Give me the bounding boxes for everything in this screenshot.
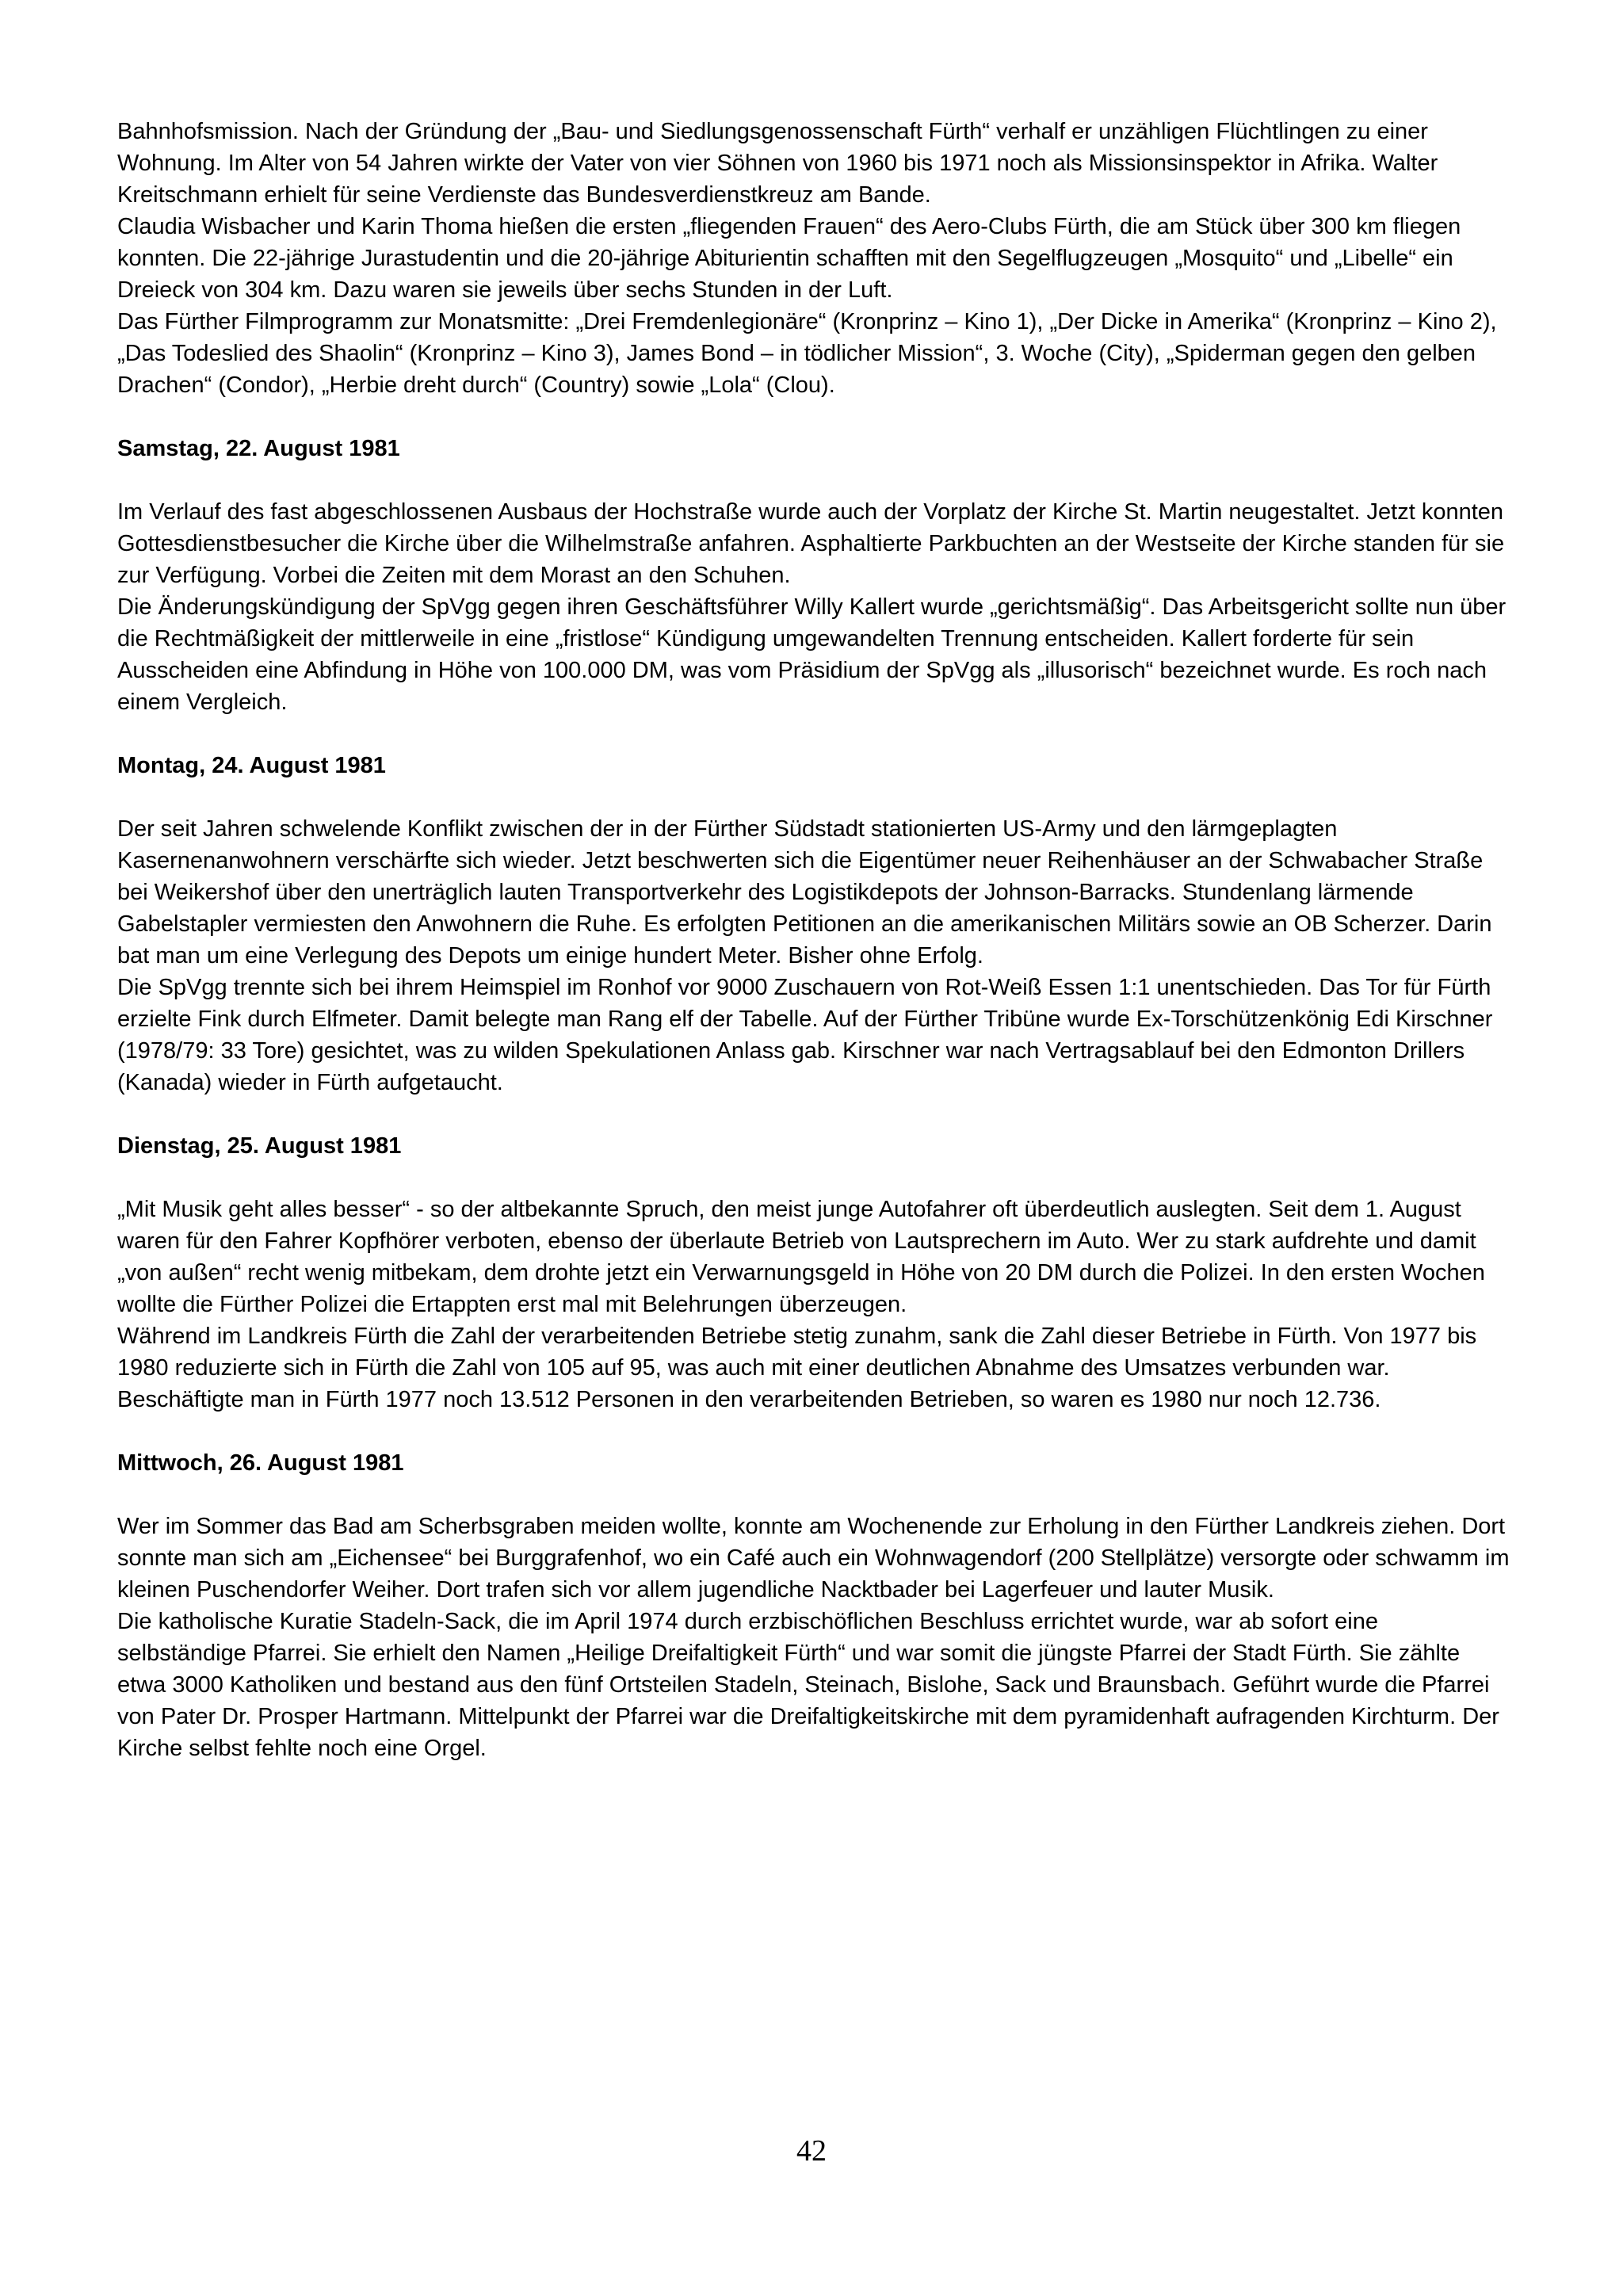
- spacer: [117, 1479, 1512, 1511]
- intro-paragraph: Das Fürther Filmprogramm zur Monatsmitte: „Drei Fremdenlegionäre“ (Kronprinz – Kino 1), „Der Dicke in Amerika“ (Kronprinz – Kino 2), „Das Todeslied des Shaolin“ (Kronprinz – Kino 3), James Bond – in tödlicher Mission“, 3. Woche (City), „Spiderman gegen den gelben Drachen“ (Condor), „Herbie dreht durch“ (Country) sowie „Lola“ (Clou).: [117, 309, 1497, 398]
- page-number: 42: [796, 2134, 827, 2168]
- section-paragraph: Wer im Sommer das Bad am Scherbsgraben meiden wollte, konnte am Wochenende zur Erholung in den Fürther Landkreis ziehen. Dort sonnte man sich am „Eichensee“ bei Burggrafenhof, wo ein Café auch ein Wohnwagendorf (200 Stellplätze) versorgte oder schwamm im kleinen Puschendorfer Weiher. Dort trafen sich vor allem jugendliche Nacktbader bei Lagerfeuer und lauter Musik.: [117, 1514, 1510, 1603]
- spacer: [117, 781, 1512, 813]
- section-heading: Samstag, 22. August 1981: [117, 436, 400, 461]
- intro-paragraph: Bahnhofsmission. Nach der Gründung der „Bau- und Siedlungsgenossenschaft Fürth“ verhalf er unzähligen Flüchtlingen zu einer Wohnung. Im Alter von 54 Jahren wirkte der Vater von vier Söhnen von 1960 bis 1971 noch als Missionsinspektor in Afrika. Walter Kreitschmann erhielt für seine Verdienste das Bundesverdienstkreuz am Bande.: [117, 119, 1438, 208]
- page-body: [117, 116, 1512, 1764]
- section-heading: Dienstag, 25. August 1981: [117, 1133, 402, 1159]
- spacer: [117, 1098, 1512, 1130]
- spacer: [117, 464, 1512, 496]
- intro-paragraph: Claudia Wisbacher und Karin Thoma hießen die ersten „fliegenden Frauen“ des Aero-Clubs Fürth, die am Stück über 300 km fliegen konnten. Die 22-jährige Jurastudentin und die 20-jährige Abiturientin schafften mit den Segelflugzeugen „Mosquito“ und „Libelle“ ein Dreieck von 304 km. Dazu waren sie jeweils über sechs Stunden in der Luft.: [117, 214, 1461, 303]
- spacer: [117, 401, 1512, 433]
- section-paragraph: Die Änderungskündigung der SpVgg gegen ihren Geschäftsführer Willy Kallert wurde „gerichtsmäßig“. Das Arbeitsgericht sollte nun über die Rechtmäßigkeit der mittlerweile in eine „fristlose“ Kündigung umgewandelten Trennung entscheiden. Kallert forderte für sein Ausscheiden eine Abfindung in Höhe von 100.000 DM, was vom Präsidium der SpVgg als „illusorisch“ bezeichnet wurde. Es roch nach einem Vergleich.: [117, 594, 1507, 715]
- section-heading: Montag, 24. August 1981: [117, 753, 386, 778]
- section-heading: Mittwoch, 26. August 1981: [117, 1450, 404, 1476]
- section-paragraph: „Mit Musik geht alles besser“ - so der altbekannte Spruch, den meist junge Autofahrer oft überdeutlich auslegten. Seit dem 1. August waren für den Fahrer Kopfhörer verboten, ebenso der überlaute Betrieb von Lautsprechern im Auto. Wer zu stark aufdrehte und damit „von außen“ recht wenig mitbekam, dem drohte jetzt ein Verwarnungsgeld in Höhe von 20 DM durch die Polizei. In den ersten Wochen wollte die Fürther Polizei die Ertappten erst mal mit Belehrungen überzeugen.: [117, 1197, 1485, 1317]
- section-paragraph: Die SpVgg trennte sich bei ihrem Heimspiel im Ronhof vor 9000 Zuschauern von Rot-Weiß Essen 1:1 unentschieden. Das Tor für Fürth erzielte Fink durch Elfmeter. Damit belegte man Rang elf der Tabelle. Auf der Fürther Tribüne wurde Ex-Torschützenkönig Edi Kirschner (1978/79: 33 Tore) gesichtet, was zu wilden Spekulationen Anlass gab. Kirschner war nach Vertragsablauf bei den Edmonton Drillers (Kanada) wieder in Fürth aufgetaucht.: [117, 975, 1493, 1095]
- section-paragraph: Im Verlauf des fast abgeschlossenen Ausbaus der Hochstraße wurde auch der Vorplatz der Kirche St. Martin neugestaltet. Jetzt konnten Gottesdienstbesucher die Kirche über die Wilhelmstraße anfahren. Asphaltierte Parkbuchten an der Westseite der Kirche standen für sie zur Verfügung. Vorbei die Zeiten mit dem Morast an den Schuhen.: [117, 499, 1505, 588]
- section-paragraph: Der seit Jahren schwelende Konflikt zwischen der in der Fürther Südstadt stationierten US-Army und den lärmgeplagten Kasernenanwohnern verschärfte sich wieder. Jetzt beschwerten sich die Eigentümer neuer Reihenhäuser an der Schwabacher Straße bei Weikershof über den unerträglich lauten Transportverkehr des Logistikdepots der Johnson-Barracks. Stundenlang lärmende Gabelstapler vermiesten den Anwohnern die Ruhe. Es erfolgten Petitionen an die amerikanischen Militärs sowie an OB Scherzer. Darin bat man um eine Verlegung des Depots um einige hundert Meter. Bisher ohne Erfolg.: [117, 816, 1492, 968]
- section-paragraph: Die katholische Kuratie Stadeln-Sack, die im April 1974 durch erzbischöflichen Beschluss errichtet wurde, war ab sofort eine selbständige Pfarrei. Sie erhielt den Namen „Heilige Dreifaltigkeit Fürth“ und war somit die jüngste Pfarrei der Stadt Fürth. Sie zählte etwa 3000 Katholiken und bestand aus den fünf Ortsteilen Stadeln, Steinach, Bislohe, Sack und Braunsbach. Geführt wurde die Pfarrei von Pater Dr. Prosper Hartmann. Mittelpunkt der Pfarrei war die Dreifaltigkeitskirche mit dem pyramidenhaft aufragenden Kirchturm. Der Kirche selbst fehlte noch eine Orgel.: [117, 1609, 1499, 1761]
- section-paragraph: Während im Landkreis Fürth die Zahl der verarbeitenden Betriebe stetig zunahm, sank die Zahl dieser Betriebe in Fürth. Von 1977 bis 1980 reduzierte sich in Fürth die Zahl von 105 auf 95, was auch mit einer deutlichen Abnahme des Umsatzes verbunden war. Beschäftigte man in Fürth 1977 noch 13.512 Personen in den verarbeitenden Betrieben, so waren es 1980 nur noch 12.736.: [117, 1324, 1477, 1412]
- spacer: [117, 1162, 1512, 1194]
- spacer: [117, 1415, 1512, 1447]
- spacer: [117, 718, 1512, 750]
